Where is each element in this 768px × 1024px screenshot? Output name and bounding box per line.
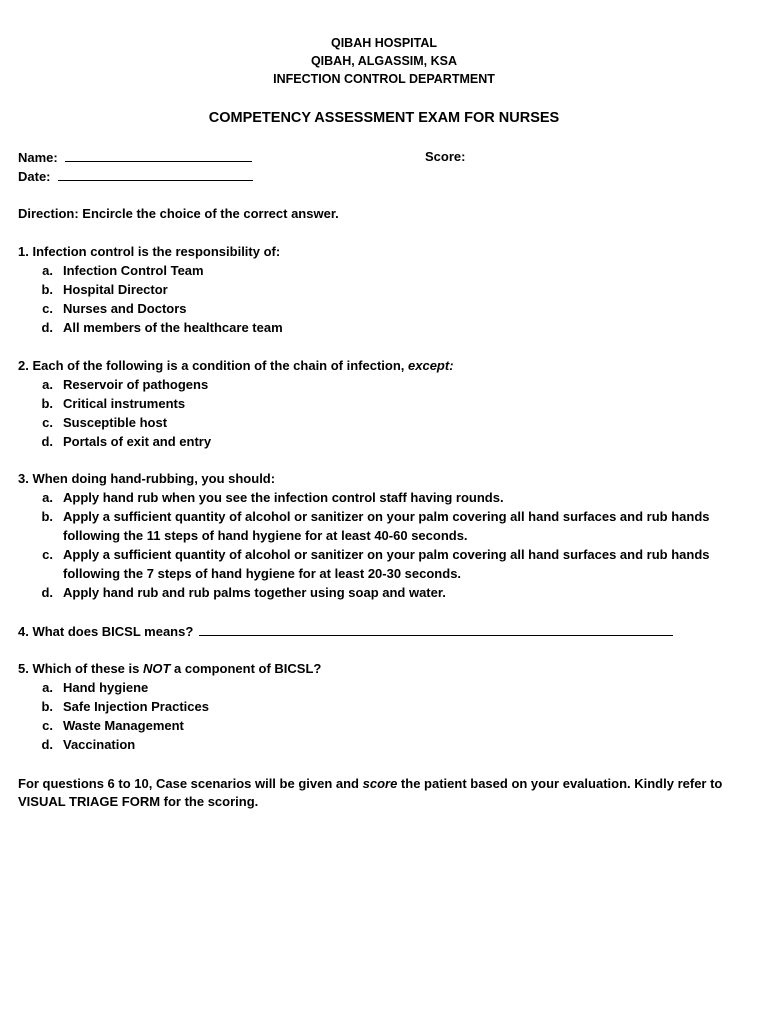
option-text: Apply a sufficient quantity of alcohol or sanitizer on your palm covering all hand surfaces and rub hands [63, 509, 710, 524]
option-letter: a. [42, 680, 53, 695]
option-letter: b. [41, 509, 53, 524]
option-text-continued: following the 7 steps of hand hygiene for at least 20-30 seconds. [63, 566, 462, 581]
closing-instructions [18, 774, 748, 793]
hospital-location: QIBAH, ALGASSIM, KSA [310, 54, 458, 68]
option-text: Reservoir of pathogens [63, 377, 209, 392]
question-5-text: 5. Which of these is [18, 661, 143, 676]
hospital-name: QIBAH HOSPITAL [330, 36, 438, 50]
option-letter: d. [41, 434, 53, 449]
option-text: Infection Control Team [63, 263, 204, 278]
option-text: Portals of exit and entry [63, 434, 212, 449]
question-5-text-end: a component of BICSL? [170, 661, 322, 676]
option-text-continued: following the 11 steps of hand hygiene for at least 40-60 seconds. [63, 528, 468, 543]
option-letter: a. [42, 490, 53, 505]
option-letter: c. [42, 547, 53, 562]
closing-emphasis: score [362, 776, 398, 791]
question-2-emphasis: except: [408, 358, 454, 373]
option-letter: a. [42, 377, 53, 392]
question-1: 1. Infection control is the responsibility of: [18, 244, 281, 259]
date-label: Date: [18, 169, 51, 184]
exam-title: COMPETENCY ASSESSMENT EXAM FOR NURSES [208, 110, 560, 126]
option-text: Vaccination [63, 737, 136, 752]
question-3: 3. When doing hand-rubbing, you should: [18, 471, 276, 486]
closing-text-end: the patient based on your evaluation. Kindly refer to [397, 776, 723, 791]
name-blank-line[interactable] [65, 148, 252, 162]
score-label: Score: [425, 149, 466, 164]
closing-line-2: VISUAL TRIAGE FORM for the scoring. [18, 794, 259, 809]
option-text: Hospital Director [63, 282, 168, 297]
answer-blank-line[interactable] [199, 622, 673, 636]
option-text: Safe Injection Practices [63, 699, 209, 714]
option-letter: c. [42, 718, 53, 733]
date-field [18, 167, 253, 186]
question-4-text: 4. What does BICSL means? [18, 624, 194, 639]
option-text: Apply hand rub when you see the infection control staff having rounds. [63, 490, 504, 505]
option-letter: b. [41, 282, 53, 297]
option-letter: d. [41, 585, 53, 600]
option-letter: c. [42, 301, 53, 316]
question-5 [18, 660, 321, 678]
question-2 [18, 357, 454, 375]
option-text: All members of the healthcare team [63, 320, 283, 335]
option-letter: d. [41, 737, 53, 752]
option-text: Nurses and Doctors [63, 301, 187, 316]
option-letter: d. [41, 320, 53, 335]
question-2-text: 2. Each of the following is a condition of the chain of infection, [18, 358, 409, 373]
closing-text: For questions 6 to 10, Case scenarios will be given and [18, 776, 363, 791]
name-label: Name: [18, 150, 58, 165]
name-field [18, 148, 252, 167]
option-letter: b. [41, 396, 53, 411]
option-text: Apply a sufficient quantity of alcohol or sanitizer on your palm covering all hand surfaces and rub hands [63, 547, 710, 562]
question-4 [18, 622, 673, 641]
direction-text: Direction: Encircle the choice of the correct answer. [18, 206, 339, 221]
option-text: Critical instruments [63, 396, 186, 411]
question-5-emphasis: NOT [142, 661, 171, 676]
department-name: INFECTION CONTROL DEPARTMENT [273, 72, 495, 86]
option-text: Hand hygiene [63, 680, 149, 695]
option-letter: a. [42, 263, 53, 278]
option-text: Waste Management [63, 718, 184, 733]
option-letter: b. [41, 699, 53, 714]
date-blank-line[interactable] [58, 167, 253, 181]
option-text: Apply hand rub and rub palms together using soap and water. [63, 585, 446, 600]
option-text: Susceptible host [63, 415, 168, 430]
option-letter: c. [42, 415, 53, 430]
